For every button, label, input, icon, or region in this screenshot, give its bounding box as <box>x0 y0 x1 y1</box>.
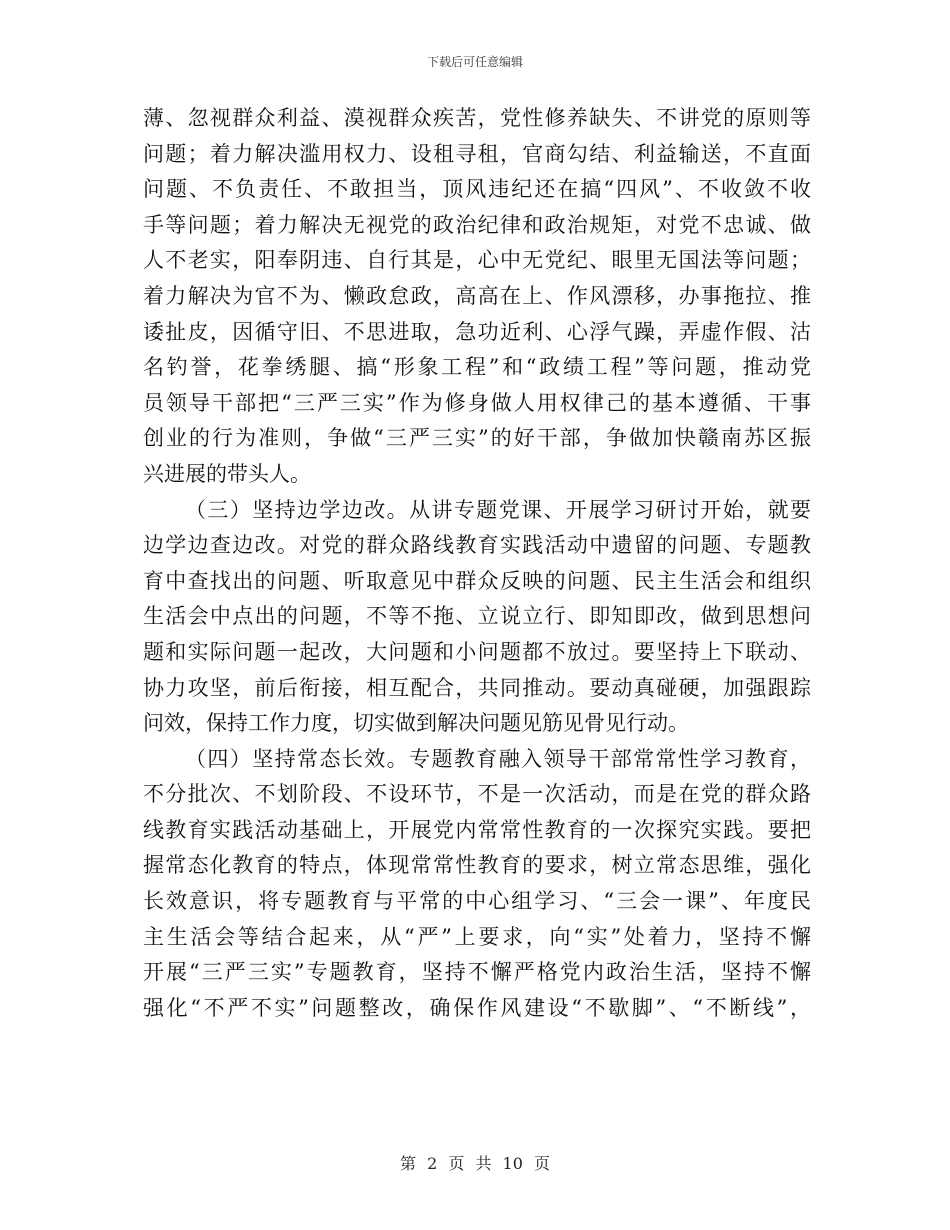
text-line: 边学边查边改。对党的群众路线教育实践活动中遗留的问题、专题教 <box>143 533 811 558</box>
text-line: 强化“不严不实”问题整改，确保作风建设“不歇脚”、“不断线”， <box>143 995 811 1020</box>
text-line: 创业的行为准则，争做“三严三实”的好干部，争做加快赣南苏区振 <box>143 426 811 451</box>
text-line: 生活会中点出的问题，不等不拖、立说立行、即知即改，做到思想问 <box>143 604 811 629</box>
text-line: 问效，保持工作力度，切实做到解决问题见筋见骨见行动。 <box>143 711 689 736</box>
page-number-footer: 第 2 页 共 10 页 <box>400 1154 550 1173</box>
text-line: 着力解决为官不为、懒政怠政，高高在上、作风漂移，办事拖拉、推 <box>143 283 811 308</box>
text-line: 长效意识，将专题教育与平常的中心组学习、“三会一课”、年度民 <box>143 889 811 914</box>
text-line: 薄、忽视群众利益、漠视群众疾苦，党性修养缺失、不讲党的原则等 <box>143 106 811 130</box>
text-line: 题和实际问题一起改，大问题和小问题都不放过。要坚持上下联动、 <box>143 639 811 664</box>
text-line: 线教育实践活动基础上，开展党内常常性教育的一次探究实践。要把 <box>143 817 811 842</box>
page-header: 下载后可任意编辑 <box>426 55 523 69</box>
text-line: 育中查找出的问题、听取意见中群众反映的问题、民主生活会和组织 <box>143 568 811 593</box>
text-line: 人不老实，阳奉阴违、自行其是，心中无党纪、眼里无国法等问题； <box>143 248 811 273</box>
text-line: 员领导干部把“三严三实”作为修身做人用权律己的基本遵循、干事 <box>143 390 811 415</box>
text-line: 问题、不负责任、不敢担当，顶风违纪还在搞“四风”、不收敛不收 <box>143 177 811 202</box>
text-line: 名钓誉，花拳绣腿、搞“形象工程”和“政绩工程”等问题，推动党 <box>143 355 811 380</box>
text-line: 不分批次、不划阶段、不设环节，不是一次活动，而是在党的群众路 <box>143 782 811 807</box>
section-heading-line: （四）坚持常态长效。专题教育融入领导干部常常性学习教育， <box>185 746 811 771</box>
document-body <box>143 101 811 1026</box>
text-line: 开展“三严三实”专题教育，坚持不懈严格党内政治生活，坚持不懈 <box>143 960 811 985</box>
text-line: 主生活会等结合起来，从“严”上要求，向“实”处着力，坚持不懈 <box>143 924 811 949</box>
text-line: 兴进展的带头人。 <box>143 461 311 486</box>
text-line: 手等问题；着力解决无视党的政治纪律和政治规矩，对党不忠诚、做 <box>143 212 811 237</box>
text-line: 问题；着力解决滥用权力、设租寻租，官商勾结、利益输送，不直面 <box>143 141 811 166</box>
section-heading-line: （三）坚持边学边改。从讲专题党课、开展学习研讨开始，就要 <box>185 497 811 522</box>
text-line: 诿扯皮，因循守旧、不思进取，急功近利、心浮气躁，弄虚作假、沽 <box>143 319 811 344</box>
text-line: 协力攻坚，前后衔接，相互配合，共同推动。要动真碰硬，加强跟踪 <box>143 675 811 700</box>
text-line: 握常态化教育的特点，体现常常性教育的要求，树立常态思维，强化 <box>143 853 811 878</box>
